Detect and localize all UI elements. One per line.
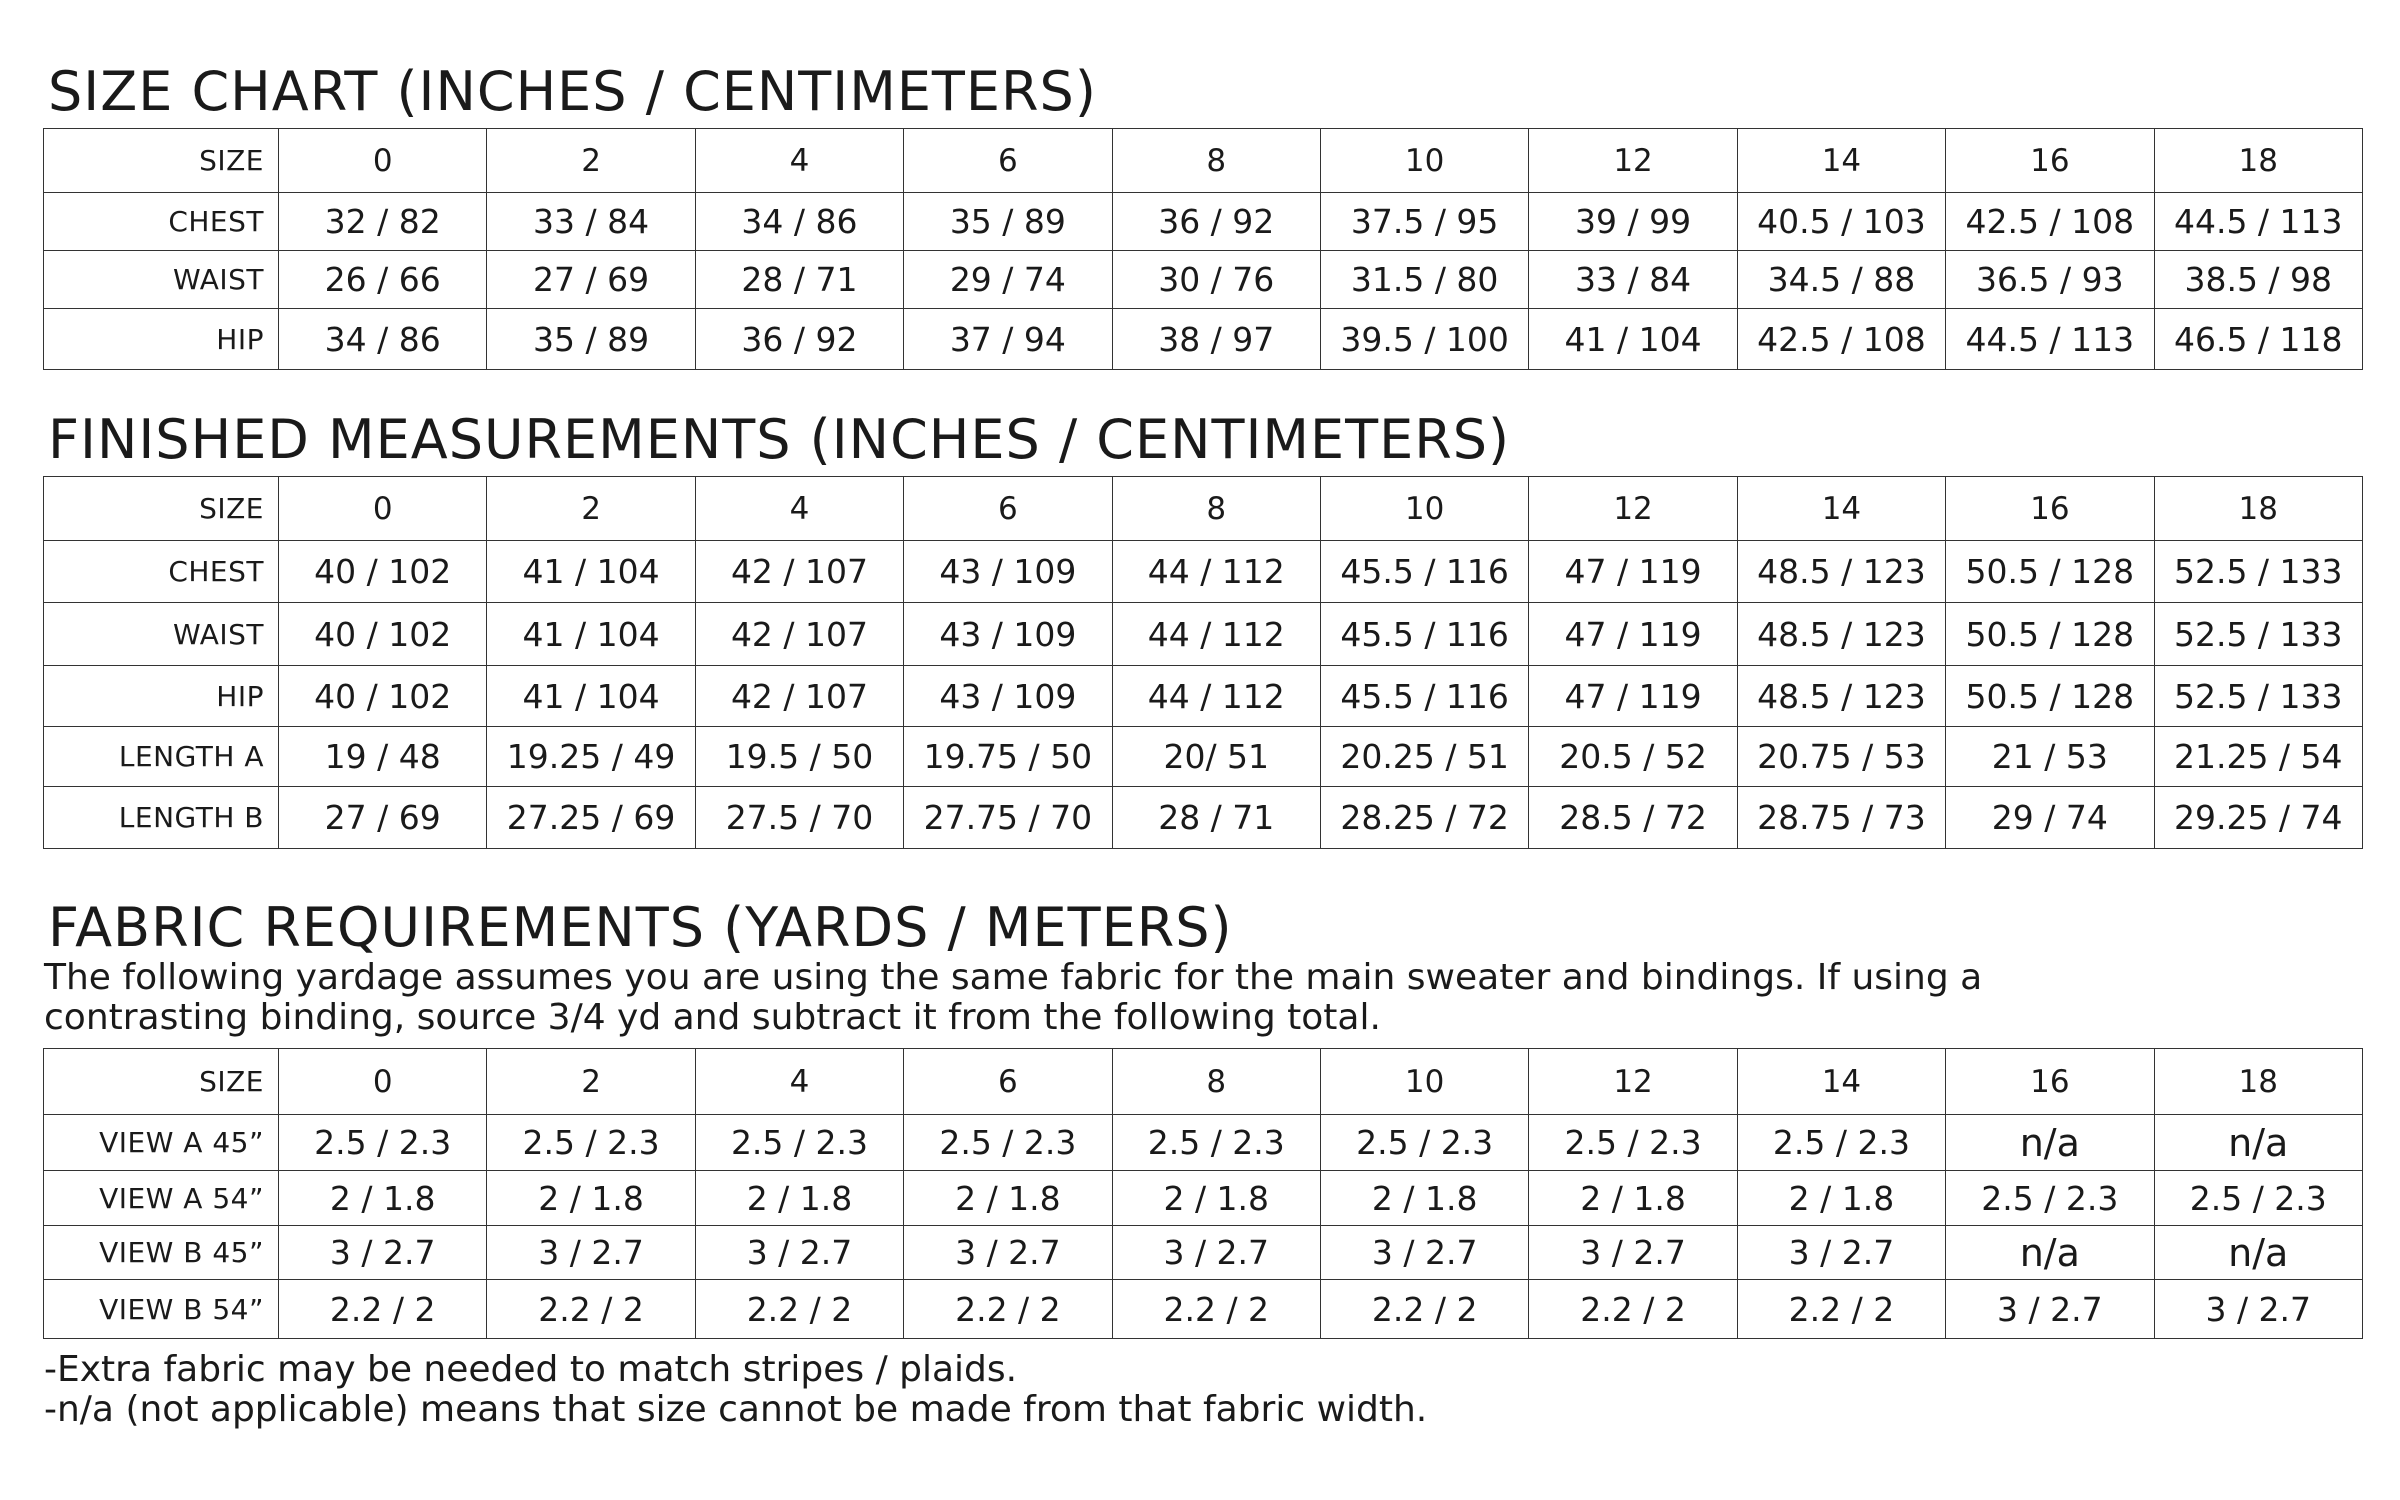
table-cell: 50.5 / 128 [1946, 603, 2154, 666]
table-cell: n/a [2154, 1226, 2362, 1280]
table-cell: 3 / 2.7 [1320, 1226, 1528, 1280]
table-cell: 26 / 66 [279, 251, 487, 309]
size-header-14: 14 [1737, 477, 1945, 541]
table-cell: 2.5 / 2.3 [1737, 1115, 1945, 1171]
table-row [44, 1115, 2363, 1171]
row-label: CHEST [44, 193, 279, 251]
table-cell: 38.5 / 98 [2154, 251, 2362, 309]
size-header-4: 4 [695, 477, 903, 541]
table-cell: 20.75 / 53 [1737, 727, 1945, 787]
table-cell: 42 / 107 [695, 603, 903, 666]
table-cell: 34 / 86 [695, 193, 903, 251]
size-header-18: 18 [2154, 129, 2362, 193]
size-header-12: 12 [1529, 129, 1737, 193]
table-cell: 19.5 / 50 [695, 727, 903, 787]
table-cell: 52.5 / 133 [2154, 666, 2362, 727]
size-header-0: 0 [279, 129, 487, 193]
table-cell: 20.25 / 51 [1320, 727, 1528, 787]
size-header-6: 6 [904, 1049, 1112, 1115]
table-cell: 3 / 2.7 [2154, 1280, 2362, 1339]
table-cell: 3 / 2.7 [487, 1226, 695, 1280]
table-cell: 28 / 71 [1112, 787, 1320, 849]
table-cell: 43 / 109 [904, 603, 1112, 666]
row-label: HIP [44, 666, 279, 727]
table-cell: 43 / 109 [904, 666, 1112, 727]
table-row [44, 309, 2363, 370]
header-row [44, 1049, 2363, 1115]
table-cell: 41 / 104 [1529, 309, 1737, 370]
intro-line-2: contrasting binding, source 3/4 yd and subtract it from the following total. [44, 997, 1381, 1038]
table-cell: 2.2 / 2 [695, 1280, 903, 1339]
size-header-0: 0 [279, 1049, 487, 1115]
table-cell: 39.5 / 100 [1320, 309, 1528, 370]
table-cell: 44.5 / 113 [1946, 309, 2154, 370]
table-cell: 45.5 / 116 [1320, 603, 1528, 666]
table-cell: 40.5 / 103 [1737, 193, 1945, 251]
table-cell: 29.25 / 74 [2154, 787, 2362, 849]
row-label: VIEW B 54” [44, 1280, 279, 1339]
table-row [44, 603, 2363, 666]
finished-measurements-table [43, 476, 2363, 849]
fabric-requirements-title: FABRIC REQUIREMENTS (YARDS / METERS) [48, 896, 1233, 959]
table-cell: 3 / 2.7 [904, 1226, 1112, 1280]
table-cell: 21 / 53 [1946, 727, 2154, 787]
size-header-16: 16 [1946, 129, 2154, 193]
table-cell: 42.5 / 108 [1946, 193, 2154, 251]
table-cell: 32 / 82 [279, 193, 487, 251]
table-cell: 48.5 / 123 [1737, 603, 1945, 666]
table-cell: 35 / 89 [487, 309, 695, 370]
finished-measurements-title: FINISHED MEASUREMENTS (INCHES / CENTIMETERS) [48, 408, 1511, 471]
table-cell: 34 / 86 [279, 309, 487, 370]
size-header-6: 6 [904, 129, 1112, 193]
table-cell: 45.5 / 116 [1320, 541, 1528, 603]
table-cell: 27.25 / 69 [487, 787, 695, 849]
table-cell: 19 / 48 [279, 727, 487, 787]
table-cell: 37 / 94 [904, 309, 1112, 370]
table-cell: 33 / 84 [1529, 251, 1737, 309]
table-cell: 2.5 / 2.3 [1112, 1115, 1320, 1171]
table-row [44, 1280, 2363, 1339]
table-cell: 2.5 / 2.3 [904, 1115, 1112, 1171]
size-header-10: 10 [1320, 129, 1528, 193]
table-cell: 36 / 92 [695, 309, 903, 370]
intro-line-1: The following yardage assumes you are using the same fabric for the main sweater and bindings. If using a [44, 957, 1983, 998]
table-cell: 2 / 1.8 [1320, 1171, 1528, 1226]
table-cell: 50.5 / 128 [1946, 666, 2154, 727]
table-cell: 3 / 2.7 [1946, 1280, 2154, 1339]
table-cell: 27 / 69 [487, 251, 695, 309]
row-label: VIEW A 54” [44, 1171, 279, 1226]
size-header-16: 16 [1946, 1049, 2154, 1115]
size-header-2: 2 [487, 477, 695, 541]
table-cell: 20/ 51 [1112, 727, 1320, 787]
table-cell: 3 / 2.7 [695, 1226, 903, 1280]
table-cell: 2.2 / 2 [904, 1280, 1112, 1339]
table-cell: 21.25 / 54 [2154, 727, 2362, 787]
table-cell: 44 / 112 [1112, 603, 1320, 666]
size-header-2: 2 [487, 129, 695, 193]
size-header-14: 14 [1737, 129, 1945, 193]
table-cell: n/a [1946, 1226, 2154, 1280]
size-header-12: 12 [1529, 477, 1737, 541]
table-row [44, 1171, 2363, 1226]
table-cell: 41 / 104 [487, 666, 695, 727]
row-label: WAIST [44, 251, 279, 309]
table-cell: 2 / 1.8 [904, 1171, 1112, 1226]
size-header-10: 10 [1320, 477, 1528, 541]
size-header-12: 12 [1529, 1049, 1737, 1115]
table-cell: 2.5 / 2.3 [487, 1115, 695, 1171]
table-cell: 42 / 107 [695, 541, 903, 603]
table-cell: 3 / 2.7 [1737, 1226, 1945, 1280]
table-cell: 29 / 74 [1946, 787, 2154, 849]
table-row [44, 727, 2363, 787]
table-cell: 48.5 / 123 [1737, 666, 1945, 727]
table-cell: 44 / 112 [1112, 541, 1320, 603]
size-header-2: 2 [487, 1049, 695, 1115]
fabric-requirements-table [43, 1048, 2363, 1339]
size-header-label: SIZE [44, 477, 279, 541]
table-cell: 40 / 102 [279, 541, 487, 603]
table-cell: 2.2 / 2 [1320, 1280, 1528, 1339]
table-cell: 2.2 / 2 [279, 1280, 487, 1339]
size-chart-title: SIZE CHART (INCHES / CENTIMETERS) [48, 60, 1097, 123]
size-header-0: 0 [279, 477, 487, 541]
table-cell: 2.2 / 2 [1112, 1280, 1320, 1339]
table-cell: 35 / 89 [904, 193, 1112, 251]
table-cell: 52.5 / 133 [2154, 541, 2362, 603]
table-cell: 47 / 119 [1529, 603, 1737, 666]
size-header-16: 16 [1946, 477, 2154, 541]
size-header-10: 10 [1320, 1049, 1528, 1115]
table-cell: 27.75 / 70 [904, 787, 1112, 849]
row-label: WAIST [44, 603, 279, 666]
table-cell: 47 / 119 [1529, 666, 1737, 727]
table-cell: 40 / 102 [279, 666, 487, 727]
table-row [44, 541, 2363, 603]
header-row [44, 129, 2363, 193]
row-label: CHEST [44, 541, 279, 603]
size-header-4: 4 [695, 129, 903, 193]
table-cell: 33 / 84 [487, 193, 695, 251]
table-cell: 2.5 / 2.3 [1529, 1115, 1737, 1171]
table-cell: 31.5 / 80 [1320, 251, 1528, 309]
table-cell: 28 / 71 [695, 251, 903, 309]
table-cell: n/a [2154, 1115, 2362, 1171]
size-header-label: SIZE [44, 1049, 279, 1115]
table-cell: 44.5 / 113 [2154, 193, 2362, 251]
table-cell: 2.5 / 2.3 [1320, 1115, 1528, 1171]
table-cell: 42 / 107 [695, 666, 903, 727]
table-cell: 3 / 2.7 [1529, 1226, 1737, 1280]
table-cell: 2 / 1.8 [279, 1171, 487, 1226]
size-header-label: SIZE [44, 129, 279, 193]
table-cell: 19.25 / 49 [487, 727, 695, 787]
table-cell: 20.5 / 52 [1529, 727, 1737, 787]
row-label: VIEW A 45” [44, 1115, 279, 1171]
fabric-notes [44, 1350, 1427, 1430]
table-cell: 2 / 1.8 [1737, 1171, 1945, 1226]
table-cell: 37.5 / 95 [1320, 193, 1528, 251]
table-cell: 42.5 / 108 [1737, 309, 1945, 370]
table-cell: 19.75 / 50 [904, 727, 1112, 787]
table-cell: 28.75 / 73 [1737, 787, 1945, 849]
note-extra-fabric: -Extra fabric may be needed to match stripes / plaids. [44, 1349, 1018, 1390]
table-cell: 46.5 / 118 [2154, 309, 2362, 370]
size-header-18: 18 [2154, 1049, 2362, 1115]
table-cell: 50.5 / 128 [1946, 541, 2154, 603]
table-cell: 28.5 / 72 [1529, 787, 1737, 849]
table-cell: 36.5 / 93 [1946, 251, 2154, 309]
row-label: VIEW B 45” [44, 1226, 279, 1280]
table-cell: 44 / 112 [1112, 666, 1320, 727]
table-cell: 41 / 104 [487, 603, 695, 666]
table-cell: 2.2 / 2 [487, 1280, 695, 1339]
table-cell: 39 / 99 [1529, 193, 1737, 251]
table-cell: 2.2 / 2 [1737, 1280, 1945, 1339]
size-header-6: 6 [904, 477, 1112, 541]
table-cell: 29 / 74 [904, 251, 1112, 309]
table-cell: 36 / 92 [1112, 193, 1320, 251]
table-cell: 27 / 69 [279, 787, 487, 849]
row-label: HIP [44, 309, 279, 370]
size-header-8: 8 [1112, 129, 1320, 193]
row-label: LENGTH B [44, 787, 279, 849]
table-cell: 34.5 / 88 [1737, 251, 1945, 309]
table-cell: 2 / 1.8 [1529, 1171, 1737, 1226]
table-cell: 48.5 / 123 [1737, 541, 1945, 603]
table-cell: 30 / 76 [1112, 251, 1320, 309]
table-cell: 28.25 / 72 [1320, 787, 1528, 849]
size-header-14: 14 [1737, 1049, 1945, 1115]
table-cell: 2 / 1.8 [1112, 1171, 1320, 1226]
size-header-8: 8 [1112, 1049, 1320, 1115]
table-row [44, 787, 2363, 849]
table-cell: 2.5 / 2.3 [1946, 1171, 2154, 1226]
table-row [44, 666, 2363, 727]
table-cell: 2 / 1.8 [695, 1171, 903, 1226]
table-cell: 52.5 / 133 [2154, 603, 2362, 666]
table-cell: 3 / 2.7 [1112, 1226, 1320, 1280]
size-header-4: 4 [695, 1049, 903, 1115]
table-cell: 43 / 109 [904, 541, 1112, 603]
table-cell: 2.5 / 2.3 [695, 1115, 903, 1171]
table-row [44, 251, 2363, 309]
table-cell: n/a [1946, 1115, 2154, 1171]
table-cell: 2.2 / 2 [1529, 1280, 1737, 1339]
table-cell: 38 / 97 [1112, 309, 1320, 370]
table-cell: 3 / 2.7 [279, 1226, 487, 1280]
size-header-8: 8 [1112, 477, 1320, 541]
table-cell: 27.5 / 70 [695, 787, 903, 849]
table-cell: 41 / 104 [487, 541, 695, 603]
table-cell: 2.5 / 2.3 [2154, 1171, 2362, 1226]
table-row [44, 1226, 2363, 1280]
table-cell: 45.5 / 116 [1320, 666, 1528, 727]
table-row [44, 193, 2363, 251]
size-header-18: 18 [2154, 477, 2362, 541]
fabric-requirements-intro [44, 958, 1982, 1038]
table-cell: 2.5 / 2.3 [279, 1115, 487, 1171]
table-cell: 47 / 119 [1529, 541, 1737, 603]
table-cell: 2 / 1.8 [487, 1171, 695, 1226]
note-not-applicable: -n/a (not applicable) means that size cannot be made from that fabric width. [44, 1389, 1428, 1430]
header-row [44, 477, 2363, 541]
row-label: LENGTH A [44, 727, 279, 787]
table-cell: 40 / 102 [279, 603, 487, 666]
size-chart-table [43, 128, 2363, 370]
